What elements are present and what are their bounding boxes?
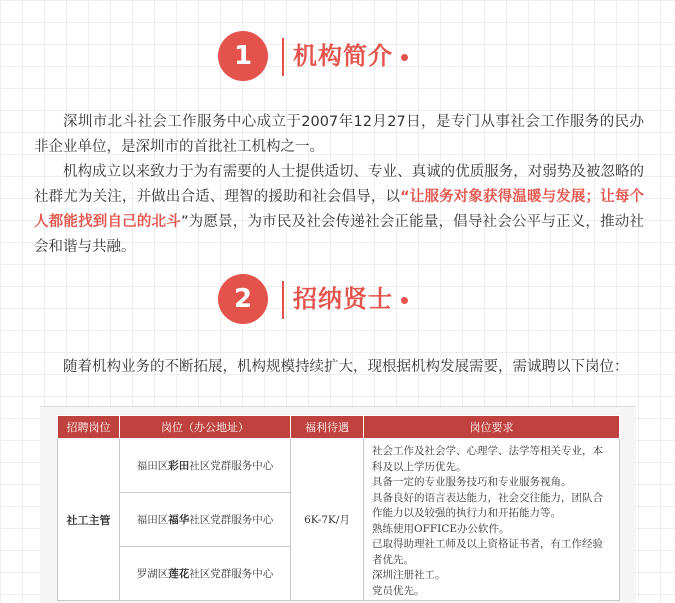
location-cell: 福田区福华社区党群服务中心 [120,493,291,547]
position-cell: 社工主管 [58,439,120,601]
heading-dot [401,297,408,304]
intro-p2-before: 机构成立以来致力于为有需要的人士提供适切、专业、真诚的优质服务，对弱势及被忽略的社群尤为关注，并做出合适、理智的援助和社会倡导，以 [34,164,644,205]
location-cell: 福田区彩田社区党群服务中心 [120,439,291,493]
recruit-intro: 随着机构业务的不断拓展，机构规模持续扩大，现根据机构发展需要，需诚聘以下岗位： [63,359,629,375]
requirement-item: 社会工作及社会学、心理学、法学等相关专业，本科及以上学历优先。 [372,445,603,473]
heading-divider [282,38,284,76]
section-title: 招纳贤士 [293,285,393,313]
section-heading-intro [0,31,675,83]
requirement-item: 具备一定的专业服务技巧和专业服务视角。 [372,476,572,488]
section-number-badge: 1 [218,31,268,81]
intro-p2-after: ”为愿景，为市民及社会传递社会正能量，倡导社会公平与正义，推动社会和谐与共融。 [34,214,644,255]
header-location: 岗位（办公地址） [120,416,291,439]
header-position: 招聘岗位 [58,416,120,439]
requirement-item: 熟练使用OFFICE办公软件。 [372,522,510,535]
header-salary: 福利待遇 [291,416,364,439]
salary-cell: 6K-7K/月 [291,439,364,601]
heading-dot [401,54,408,61]
requirement-item: 深圳注册社工。 [372,569,446,581]
intro-paragraph-2 [34,160,644,260]
requirements-cell [364,439,620,601]
header-requirements: 岗位要求 [364,416,620,439]
requirement-item: 具备良好的语言表达能力，社会交往能力，团队合作能力以及较强的执行力和开拓能力等。 [372,491,603,519]
intro-paragraph-1: 深圳市北斗社会工作服务中心成立于2007年12月27日，是专门从事社会工作服务的民办非企业单位，是深圳市的首批社工机构之一。 [34,114,644,155]
section-heading-recruit [0,274,675,326]
requirement-item: 已取得助理社工师及以上资格证书者，有工作经验者优先。 [372,538,603,566]
recruitment-table-container [40,406,636,603]
heading-divider [282,281,284,319]
recruitment-table [57,415,620,601]
section-number-badge: 2 [218,274,268,324]
requirement-item: 党员优先。 [372,584,425,597]
section-title: 机构简介 [293,42,393,70]
vision-highlight: “让服务对象获得温暖与发展；让每个人都能找到自己的北斗 [34,189,644,230]
location-cell: 罗湖区莲花社区党群服务中心 [120,547,291,601]
